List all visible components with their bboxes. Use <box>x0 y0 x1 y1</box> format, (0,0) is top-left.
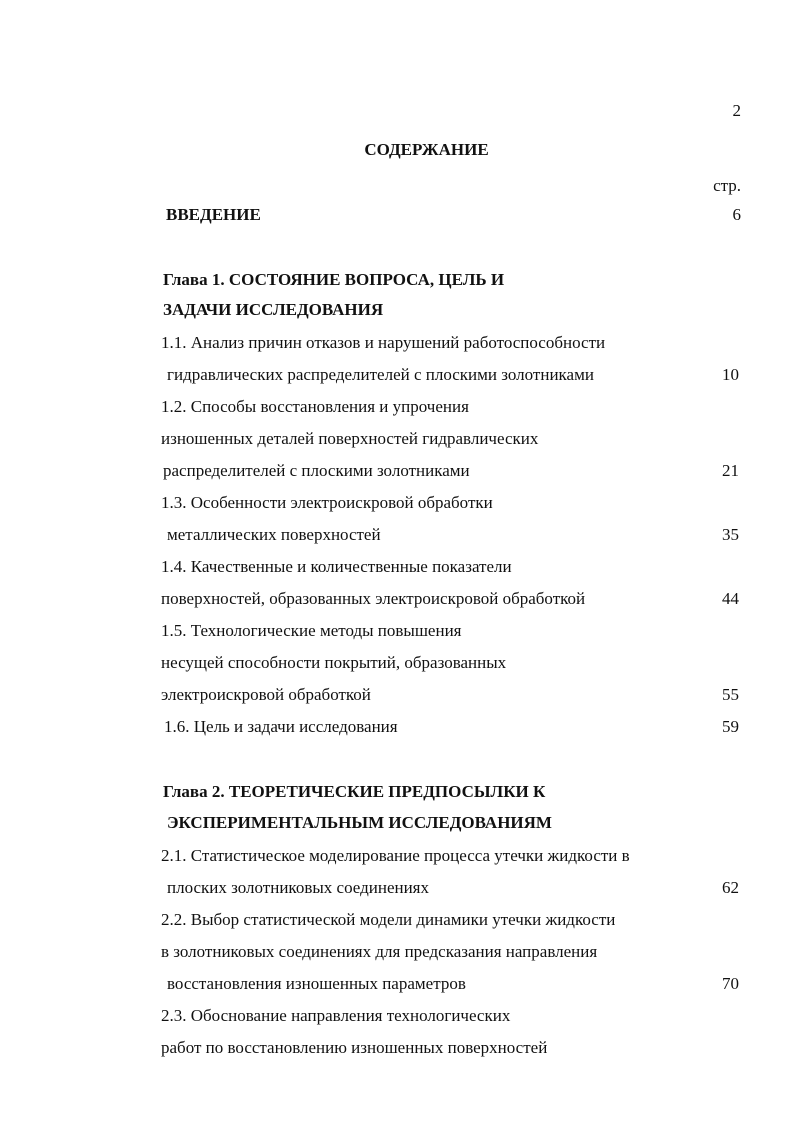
toc-title: СОДЕРЖАНИЕ <box>364 140 489 159</box>
toc-entry-1-1-line2: гидравлических распределителей с плоскими золотниками <box>167 365 594 384</box>
toc-entry-2-1-line2: плоских золотниковых соединениях <box>167 878 430 897</box>
chapter1-heading-line1: Глава 1. СОСТОЯНИЕ ВОПРОСА, ЦЕЛЬ И <box>163 270 505 289</box>
page-column-label: стр. <box>713 176 741 195</box>
toc-entry-1-5-page: 55 <box>722 685 739 704</box>
page-number: 2 <box>732 101 741 120</box>
toc-entry-1-5-line1: 1.5. Технологические методы повышения <box>161 621 462 640</box>
toc-entry-2-1-page: 62 <box>722 878 739 897</box>
toc-entry-1-3-line2: металлических поверхностей <box>167 525 381 544</box>
toc-entry-1-4-line2: поверхностей, образованных электроискровой обработкой <box>161 589 586 608</box>
toc-entry-1-2-line1: 1.2. Способы восстановления и упрочения <box>161 397 469 416</box>
toc-entry-1-4-page: 44 <box>722 589 739 608</box>
toc-entry-2-2-line2: в золотниковых соединениях для предсказания направления <box>161 942 598 961</box>
toc-entry-1-3-page: 35 <box>722 525 739 544</box>
chapter1-heading-line2: ЗАДАЧИ ИССЛЕДОВАНИЯ <box>163 300 384 319</box>
chapter2-heading-line1: Глава 2. ТЕОРЕТИЧЕСКИЕ ПРЕДПОСЫЛКИ К <box>163 782 546 801</box>
toc-entry-2-2-line3: восстановления изношенных параметров <box>167 974 466 993</box>
toc-entry-1-6-line1: 1.6. Цель и задачи исследования <box>164 717 398 736</box>
toc-intro-label: ВВЕДЕНИЕ <box>166 205 261 224</box>
toc-entry-1-2-line3: распределителей с плоскими золотниками <box>163 461 470 480</box>
toc-entry-2-2-page: 70 <box>722 974 739 993</box>
toc-entry-1-2-page: 21 <box>722 461 739 480</box>
toc-entry-2-2-line1: 2.2. Выбор статистической модели динамики утечки жидкости <box>161 910 616 929</box>
toc-entry-2-1-line1: 2.1. Статистическое моделирование процесса утечки жидкости в <box>161 846 630 865</box>
toc-entry-1-1-line1: 1.1. Анализ причин отказов и нарушений работоспособности <box>161 333 606 352</box>
toc-entry-1-5-line2: несущей способности покрытий, образованных <box>161 653 507 672</box>
toc-entry-1-6-page: 59 <box>722 717 739 736</box>
toc-entry-1-3-line1: 1.3. Особенности электроискровой обработки <box>161 493 493 512</box>
toc-entry-1-2-line2: изношенных деталей поверхностей гидравлических <box>161 429 539 448</box>
toc-intro-page: 6 <box>732 205 741 224</box>
toc-entry-1-1-page: 10 <box>722 365 739 384</box>
toc-entry-2-3-line2: работ по восстановлению изношенных поверхностей <box>161 1038 548 1057</box>
toc-entry-2-3-line1: 2.3. Обоснование направления технологических <box>161 1006 511 1025</box>
toc-entry-1-5-line3: электроискровой обработкой <box>161 685 371 704</box>
toc-entry-1-4-line1: 1.4. Качественные и количественные показатели <box>161 557 512 576</box>
chapter2-heading-line2: ЭКСПЕРИМЕНТАЛЬНЫМ ИССЛЕДОВАНИЯМ <box>167 813 552 832</box>
